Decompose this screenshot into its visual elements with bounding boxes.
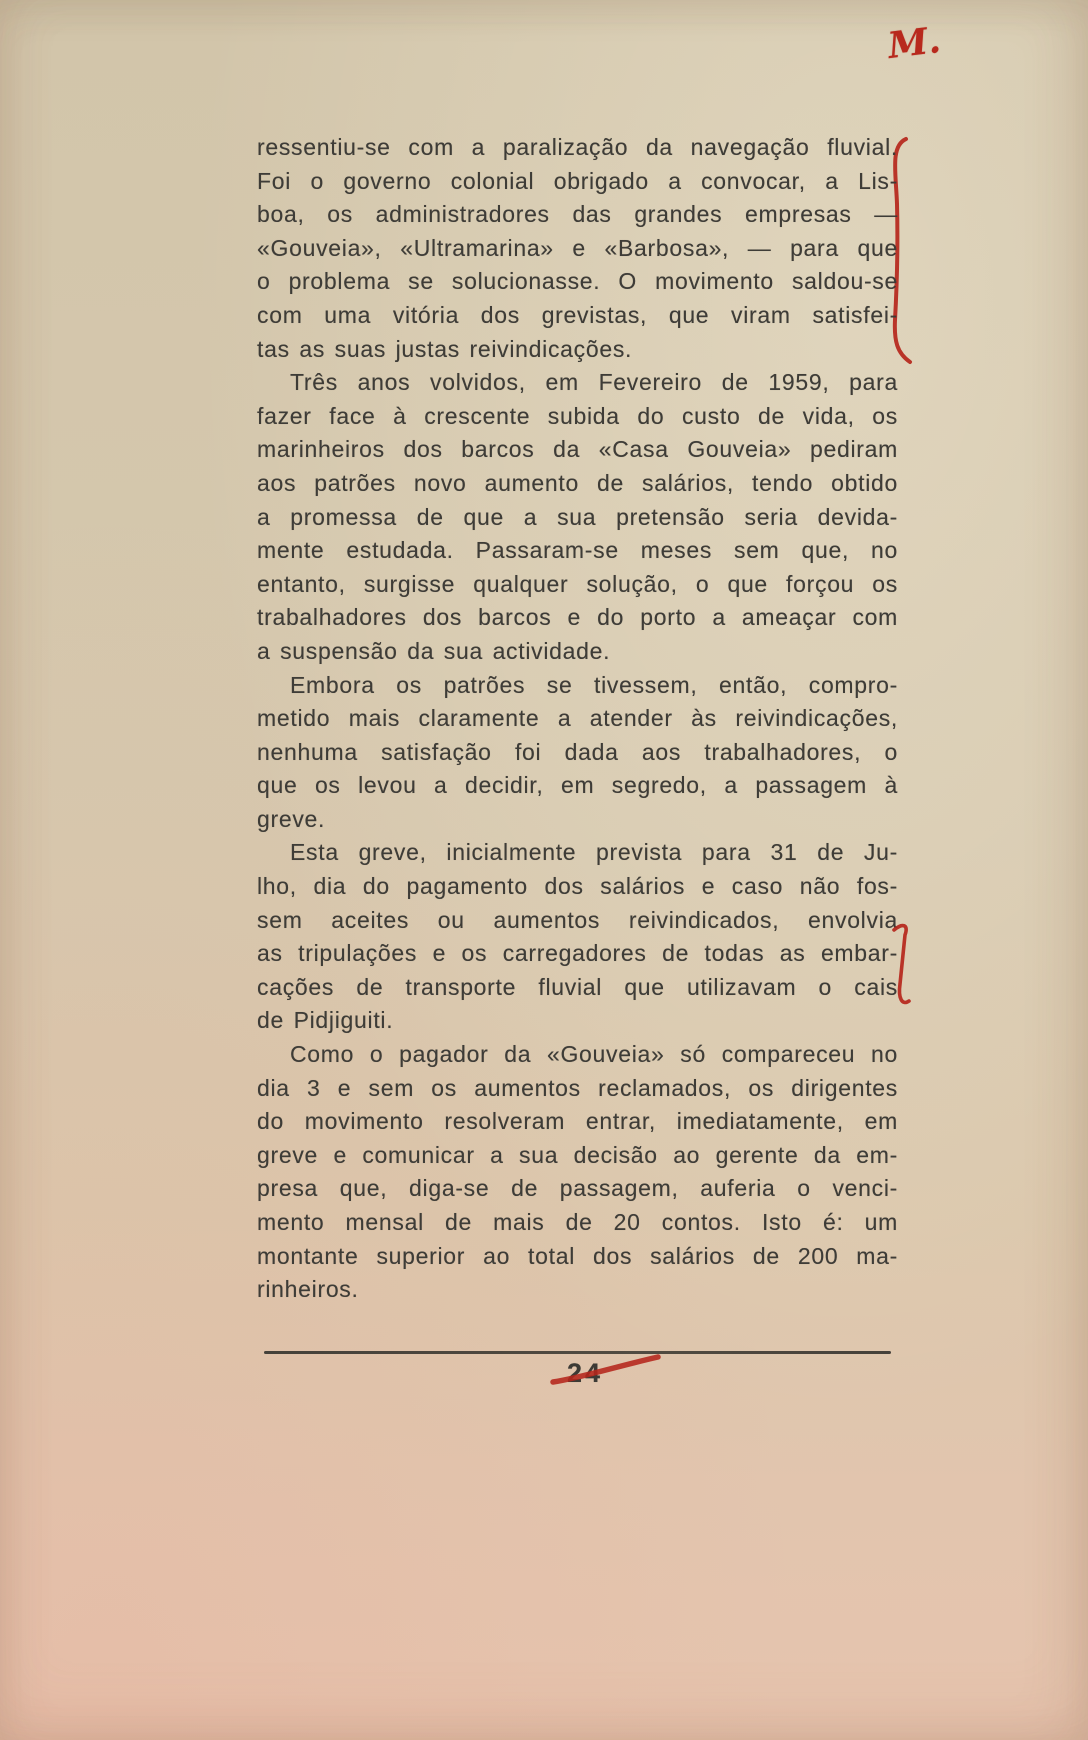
text-line: greve e comunicar a sua decisão ao gerente da em- xyxy=(257,1141,898,1168)
text-line: rinheiros. xyxy=(257,1276,359,1303)
text-line: as tripulações e os carregadores de todas as embar- xyxy=(257,940,898,967)
text-line: do movimento resolveram entrar, imediatamente, em xyxy=(257,1108,898,1135)
text-line: sem aceites ou aumentos reivindicados, envolvia xyxy=(257,906,898,933)
body-text xyxy=(257,131,898,1307)
text-line: Foi o governo colonial obrigado a convocar, a Lis- xyxy=(257,167,898,194)
text-line: nenhuma satisfação foi dada aos trabalhadores, o xyxy=(257,738,898,765)
text-line: Embora os patrões se tivessem, então, compro- xyxy=(290,671,898,698)
text-line: mente estudada. Passaram-se meses sem que, no xyxy=(257,537,898,564)
text-line: ressentiu-se com a paralização da navegação fluvial. xyxy=(257,134,898,160)
text-line: que os levou a decidir, em segredo, a passagem à xyxy=(257,772,898,799)
text-line: lho, dia do pagamento dos salários e caso não fos- xyxy=(257,873,898,900)
text-line: montante superior ao total dos salários de 200 ma- xyxy=(257,1242,898,1269)
text-line: boa, os administradores das grandes empresas — xyxy=(257,201,898,228)
text-line: greve. xyxy=(257,805,326,832)
footer-rule xyxy=(264,1351,891,1354)
text-line: metido mais claramente a atender às reivindicações, xyxy=(257,705,898,732)
text-line: com uma vitória dos grevistas, que viram satisfei- xyxy=(257,301,898,328)
text-line: tas as suas justas reivindicações. xyxy=(257,335,633,362)
text-line: mento mensal de mais de 20 contos. Isto é: um xyxy=(257,1209,898,1235)
text-line: cações de transporte fluvial que utilizavam o cais xyxy=(257,973,898,1000)
page-number: 24 xyxy=(567,1358,604,1388)
text-line: Como o pagador da «Gouveia» só compareceu no xyxy=(290,1041,898,1068)
text-line: de Pidjiguiti. xyxy=(257,1007,394,1034)
text-line: a promessa de que a sua pretensão seria devida- xyxy=(257,503,898,530)
text-line: Três anos volvidos, em Fevereiro de 1959, para xyxy=(290,369,898,396)
text-line: entanto, surgisse qualquer solução, o que forçou os xyxy=(257,570,898,597)
handwritten-corner-mark: M. xyxy=(885,18,943,68)
text-line: aos patrões novo aumento de salários, tendo obtido xyxy=(257,469,898,496)
text-line: presa que, diga-se de passagem, auferia o venci- xyxy=(257,1175,898,1202)
text-line: o problema se solucionasse. O movimento saldou-se xyxy=(257,268,898,295)
text-line: fazer face à crescente subida do custo de vida, os xyxy=(257,402,898,429)
text-line: a suspensão da sua actividade. xyxy=(257,637,611,664)
text-line: marinheiros dos barcos da «Casa Gouveia» pediram xyxy=(257,436,898,463)
text-line: Esta greve, inicialmente prevista para 31 de Ju- xyxy=(290,839,898,866)
text-line: «Gouveia», «Ultramarina» e «Barbosa», — para que xyxy=(257,234,898,261)
text-line: dia 3 e sem os aumentos reclamados, os dirigentes xyxy=(257,1074,898,1101)
text-line: trabalhadores dos barcos e do porto a ameaçar com xyxy=(257,604,898,631)
